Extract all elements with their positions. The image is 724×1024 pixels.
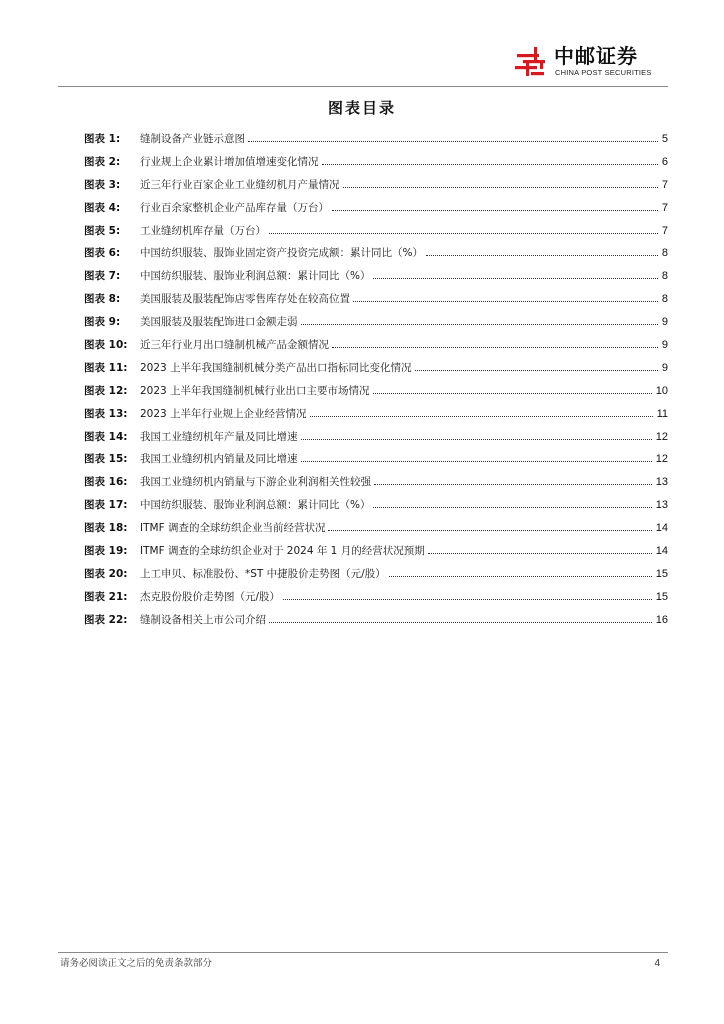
toc-entry-title[interactable]: 上工申贝、标准股份、*ST 中捷股价走势图（元/股） — [140, 567, 386, 580]
toc-entry-page[interactable]: 13 — [655, 476, 668, 489]
toc-entry-page[interactable]: 11 — [656, 407, 668, 420]
toc-dot-leader — [248, 141, 658, 142]
page-title: 图表目录 — [327, 99, 396, 117]
toc-entry-title[interactable]: 中国纺织服装、服饰业利润总额：累计同比（%） — [140, 270, 371, 283]
toc-dot-leader — [322, 164, 658, 165]
toc-entry-page[interactable]: 9 — [661, 361, 668, 374]
toc-entry[interactable] — [84, 563, 668, 586]
toc-entry-label: 图表 8: — [84, 293, 121, 306]
toc-entry-title[interactable]: 中国纺织服装、服饰业固定资产投资完成额：累计同比（%） — [140, 247, 423, 260]
toc-entry[interactable] — [84, 494, 668, 517]
toc-entry[interactable] — [84, 471, 668, 494]
toc-entry-label: 图表 12: — [84, 384, 128, 397]
toc-entry[interactable] — [84, 311, 668, 334]
toc-entry[interactable] — [84, 357, 668, 380]
toc-entry-label: 图表 7: — [84, 270, 121, 283]
toc-entry-label: 图表 6: — [84, 247, 121, 260]
toc-entry-page[interactable]: 13 — [655, 499, 668, 512]
toc-dot-leader — [389, 576, 652, 577]
toc-entry-label: 图表 1: — [84, 133, 121, 145]
table-of-figures — [84, 128, 668, 632]
toc-dot-leader — [373, 393, 652, 394]
toc-dot-leader — [428, 553, 652, 554]
toc-entry[interactable] — [84, 242, 668, 265]
toc-entry-label: 图表 21: — [84, 590, 128, 603]
footer-disclaimer: 请务必阅读正文之后的免责条款部分 — [60, 958, 213, 969]
toc-entry-page[interactable]: 12 — [655, 430, 668, 443]
toc-entry-page[interactable]: 15 — [655, 567, 668, 580]
page-number: 4 — [654, 958, 660, 969]
toc-entry-page[interactable]: 7 — [661, 178, 668, 191]
toc-entry-page[interactable]: 8 — [661, 270, 668, 283]
toc-entry[interactable] — [84, 609, 668, 632]
toc-entry-label: 图表 17: — [84, 499, 128, 512]
toc-dot-leader — [301, 324, 658, 325]
toc-entry-label: 图表 20: — [84, 567, 128, 580]
toc-entry-page[interactable]: 8 — [661, 293, 668, 306]
toc-entry[interactable] — [84, 380, 668, 403]
toc-entry-label: 图表 18: — [84, 522, 128, 535]
toc-entry[interactable] — [84, 448, 668, 471]
toc-entry-title[interactable]: 2023 上半年我国缝制机械分类产品出口指标同比变化情况 — [140, 361, 412, 374]
toc-entry[interactable] — [84, 220, 668, 243]
toc-dot-leader — [301, 461, 652, 462]
toc-entry-page[interactable]: 14 — [655, 522, 668, 535]
toc-entry-page[interactable]: 9 — [661, 316, 668, 329]
toc-entry-page[interactable]: 16 — [655, 613, 668, 626]
toc-entry-title[interactable]: ITMF 调查的全球纺织企业当前经营状况 — [140, 522, 326, 535]
toc-entry-page[interactable]: 8 — [661, 247, 668, 260]
toc-dot-leader — [332, 210, 658, 211]
toc-entry[interactable] — [84, 197, 668, 220]
toc-entry-title[interactable]: 杰克股份股价走势图（元/股） — [140, 590, 281, 603]
toc-dot-leader — [269, 622, 652, 623]
toc-entry-label: 图表 14: — [84, 430, 128, 443]
toc-entry-title[interactable]: 我国工业缝纫机内销量与下游企业利润相关性较强 — [140, 476, 371, 489]
toc-entry-title[interactable]: 我国工业缝纫机内销量及同比增速 — [140, 453, 298, 466]
toc-entry-label: 图表 22: — [84, 613, 128, 626]
toc-entry[interactable] — [84, 403, 668, 426]
toc-entry-label: 图表 11: — [84, 361, 128, 374]
toc-entry-page[interactable]: 9 — [661, 339, 668, 352]
toc-entry-page[interactable]: 12 — [655, 453, 668, 466]
toc-entry-title[interactable]: 我国工业缝纫机年产量及同比增速 — [140, 430, 298, 443]
china-post-logo-icon — [514, 44, 548, 78]
toc-entry-page[interactable]: 5 — [661, 133, 668, 145]
toc-entry-label: 图表 3: — [84, 178, 121, 191]
toc-entry-title[interactable]: 2023 上半年我国缝制机械行业出口主要市场情况 — [140, 384, 370, 397]
toc-entry-title[interactable]: 工业缝纫机库存量（万台） — [140, 224, 266, 237]
toc-dot-leader — [283, 599, 652, 600]
toc-entry-title[interactable]: 2023 上半年行业规上企业经营情况 — [140, 407, 307, 420]
toc-entry-label: 图表 4: — [84, 201, 121, 214]
toc-entry-title[interactable]: 缝制设备产业链示意图 — [140, 133, 245, 145]
toc-entry-title[interactable]: ITMF 调查的全球纺织企业对于 2024 年 1 月的经营状况预期 — [140, 545, 425, 558]
toc-entry-label: 图表 2: — [84, 155, 121, 168]
company-logo — [514, 44, 674, 84]
toc-entry-page[interactable]: 7 — [661, 224, 668, 237]
logo-chinese-name: 中邮证券 — [554, 44, 638, 68]
footer-divider — [58, 952, 668, 953]
toc-entry-page[interactable]: 7 — [661, 201, 668, 214]
toc-entry-label: 图表 15: — [84, 453, 128, 466]
toc-entry-label: 图表 13: — [84, 407, 128, 420]
toc-entry[interactable] — [84, 426, 668, 449]
toc-dot-leader — [310, 416, 653, 417]
toc-entry-page[interactable]: 14 — [655, 545, 668, 558]
toc-dot-leader — [301, 439, 652, 440]
toc-dot-leader — [374, 484, 652, 485]
toc-entry-title[interactable]: 美国服装及服装配饰进口金额走弱 — [140, 316, 298, 329]
page-header — [0, 0, 724, 88]
header-divider — [58, 86, 668, 87]
toc-entry[interactable] — [84, 288, 668, 311]
toc-entry[interactable] — [84, 128, 668, 151]
toc-entry-title[interactable]: 近三年行业月出口缝制机械产品金额情况 — [140, 339, 329, 352]
toc-entry[interactable] — [84, 265, 668, 288]
toc-entry-label: 图表 5: — [84, 224, 121, 237]
toc-entry-label: 图表 10: — [84, 339, 128, 352]
toc-entry-page[interactable]: 10 — [655, 384, 668, 397]
toc-entry-label: 图表 16: — [84, 476, 128, 489]
toc-dot-leader — [426, 255, 658, 256]
toc-dot-leader — [353, 301, 658, 302]
toc-entry[interactable] — [84, 540, 668, 563]
toc-dot-leader — [415, 370, 658, 371]
toc-dot-leader — [269, 233, 658, 234]
toc-dot-leader — [332, 347, 658, 348]
toc-dot-leader — [343, 187, 658, 188]
toc-entry-title[interactable]: 缝制设备相关上市公司介绍 — [140, 613, 266, 626]
toc-entry-page[interactable]: 15 — [655, 590, 668, 603]
logo-english-name: CHINA POST SECURITIES — [555, 68, 652, 77]
toc-entry[interactable] — [84, 174, 668, 197]
toc-dot-leader — [373, 278, 657, 279]
toc-dot-leader — [373, 507, 651, 508]
toc-entry[interactable] — [84, 517, 668, 540]
toc-entry[interactable] — [84, 151, 668, 174]
toc-entry-label: 图表 9: — [84, 316, 121, 329]
toc-entry[interactable] — [84, 586, 668, 609]
toc-entry-title[interactable]: 中国纺织服装、服饰业利润总额：累计同比（%） — [140, 499, 371, 512]
toc-entry-title[interactable]: 行业规上企业累计增加值增速变化情况 — [140, 155, 319, 168]
toc-entry-title[interactable]: 行业百余家整机企业产品库存量（万台） — [140, 201, 329, 214]
toc-entry-title[interactable]: 美国服装及服装配饰店零售库存处在较高位置 — [140, 293, 350, 306]
toc-dot-leader — [328, 530, 651, 531]
toc-entry-label: 图表 19: — [84, 545, 128, 558]
toc-entry-title[interactable]: 近三年行业百家企业工业缝纫机月产量情况 — [140, 178, 340, 191]
toc-entry[interactable] — [84, 334, 668, 357]
toc-entry-page[interactable]: 6 — [661, 155, 668, 168]
